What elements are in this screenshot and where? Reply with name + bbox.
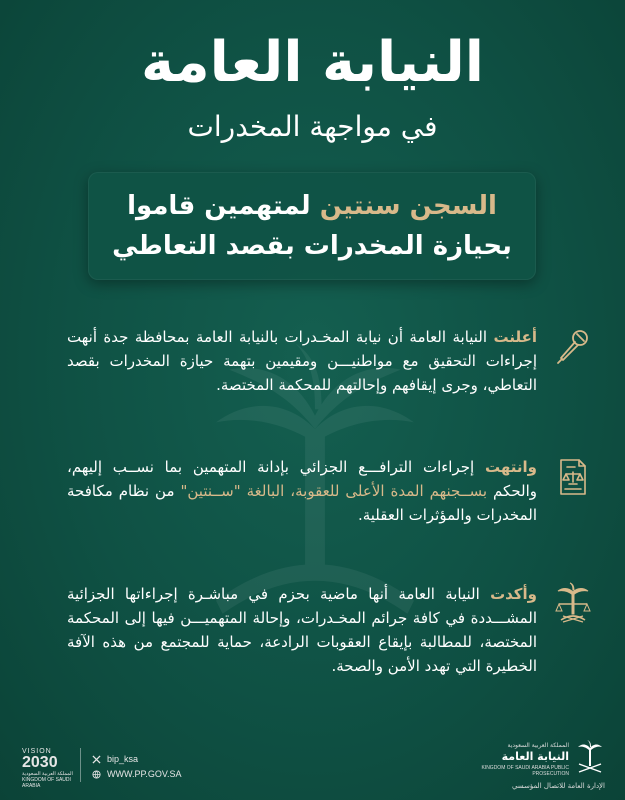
headline-line-2: بحيازة المخدرات بقصد التعاطي: [112, 231, 512, 261]
page-title: النيابة العامة: [141, 30, 484, 95]
paragraph-concluded-lead: وانتهت: [484, 458, 537, 476]
emblem-scales-icon: [551, 582, 595, 626]
headline-box: [88, 172, 536, 280]
document-scales-icon: [551, 455, 595, 499]
vision-year: 2030: [22, 754, 58, 771]
org-logo: [465, 738, 605, 788]
microphone-icon: [551, 325, 595, 369]
paragraph-concluded: [67, 455, 537, 527]
paragraph-announced-lead: أعلنت: [493, 328, 537, 346]
website-url: WWW.PP.GOV.SA: [107, 769, 182, 779]
vision-label: VISION: [22, 748, 52, 755]
social-links: [92, 752, 182, 782]
palm-swords-icon: [575, 738, 605, 778]
org-kingdom: المملكة العربية السعودية: [507, 742, 569, 749]
paragraph-affirmed-text: النيابة العامة أنها ماضية بحزم في مباشـرة إجراءاتها الجزائية المشـــددة في كافة جرائم المخـدرات، وإحالة المتهميـــن فيها إلى المحكمة المختصة، للمطالبة بإيقاع العقوبات الرادعة، حماية للمجتمع من هذه الآفة الخطيرة التي تهدد الأمن والصحة.: [67, 585, 537, 675]
website-link[interactable]: [92, 767, 182, 782]
paragraph-concluded-text-b: من نظام مكافحة المخدرات والمؤثرات العقلية.: [67, 482, 537, 524]
org-name: النيابة العامة: [501, 750, 569, 763]
x-logo-icon: [92, 755, 101, 764]
paragraph-announced-text: النيابة العامة أن نيابة المخـدرات بالنيابة العامة بمحافظة جدة أنهت إجراءات التحقيق مع مواطنيـــن ومقيمين بتهمة حيازة المخدرات بقصد التعاطي، وجرى إيقافهم وإحالتهم للمحكمة المختصة.: [67, 328, 537, 394]
social-x-link[interactable]: [92, 752, 182, 767]
headline-line-1: [88, 186, 536, 226]
paragraph-announced: [67, 325, 537, 397]
paragraph-affirmed-lead: وأكدت: [490, 585, 537, 603]
vision-2030-logo: [22, 748, 81, 789]
paragraph-concluded-text-a: إجراءات الترافـــع الجزائي بإدانة المتهمين بما نســب إليهم، والحكم: [67, 458, 537, 500]
paragraph-affirmed: [67, 582, 537, 678]
vision-subtitle: المملكة العربية السعودية KINGDOM OF SAUDI ARABIA: [22, 771, 73, 789]
social-handle: bip_ksa: [107, 754, 139, 764]
page-subtitle: في مواجهة المخدرات: [187, 110, 438, 143]
globe-icon: [92, 770, 101, 779]
org-english: KINGDOM OF SAUDI ARABIA PUBLIC PROSECUTION: [481, 765, 569, 777]
headline-highlight: السجن سنتين: [319, 191, 497, 221]
paragraph-concluded-sentence: بســجنهم المدة الأعلى للعقوبة، البالغة "ســنتين": [180, 482, 488, 500]
headline-line-1-rest: لمتهمين قاموا: [127, 191, 311, 221]
org-department: الإدارة العامة للاتصال المؤسسي: [511, 782, 605, 790]
